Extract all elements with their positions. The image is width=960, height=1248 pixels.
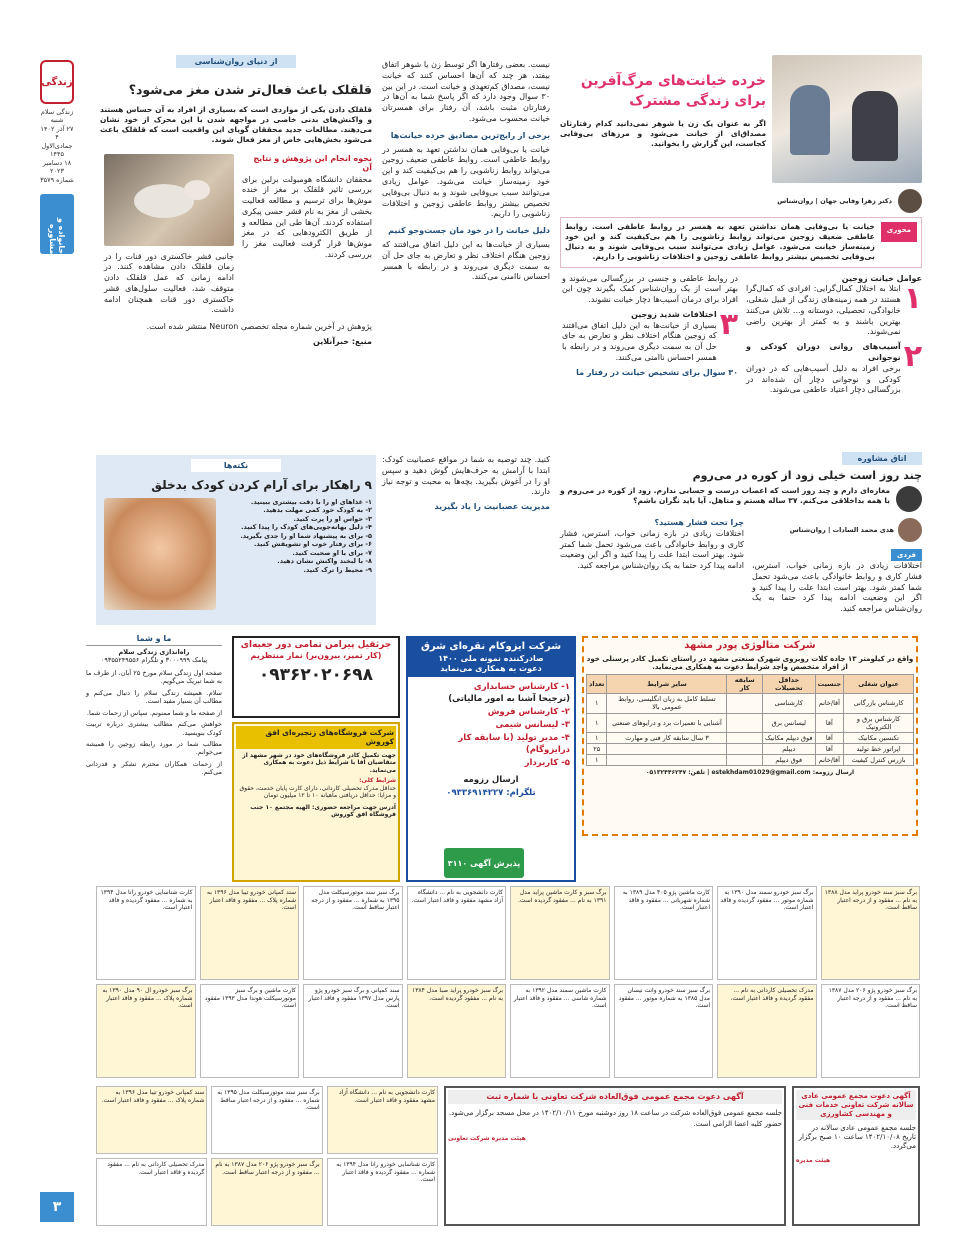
- subhead-c: ۳۰ سوال برای تشخیص خیانت در رفتار ما: [576, 367, 738, 377]
- classified-ad: کارت ماشین و برگ سبز موتورسیکلت هوندا مدل ۱۳۹۳ مفقود است.: [200, 984, 300, 1078]
- intro-text: خیانت یا بی‌وفایی همان نداشتن تعهد به همسر در روابط عاطفی است. روابط عاطفی ضعیف زوجین می‌تواند روابط زناشویی را هم بی‌کیفیت کند و این خود زمینه‌ساز خیانت می‌شود. عوامل زیادی می‌توانند سبب بی‌وفایی شوند و به دنبال بی‌وفایی تخصیص بیشتر روابط عاطفی زوجین و اختلافات زناشویی را داریم.: [565, 222, 875, 262]
- tips-story: [96, 455, 376, 625]
- column-header: سابقه کار: [727, 675, 762, 694]
- tips-list: [222, 498, 372, 610]
- main-story: [560, 55, 922, 445]
- classified-ad: برگ سبز سند خودرو وانت نیسان مدل ۱۳۸۵ به شماره موتور ... مفقود است.: [614, 984, 714, 1078]
- readers-messages: [86, 669, 222, 777]
- tip-item: ۶- برای رفتار خوب او تشویقش کنید.: [253, 540, 372, 549]
- point-2-title: آسیب‌های روانی دوران کودکی و نوجوانی: [746, 342, 901, 363]
- table-cell: [727, 713, 762, 732]
- point-2-number: ۲: [903, 339, 922, 375]
- classified-ad: کارت شناسایی خودرو رانا مدل ۱۳۹۴ به شماره ... مفقود گردیده و فاقد اعتبار است.: [327, 1158, 438, 1226]
- section-name: زندگی سلام: [40, 108, 74, 116]
- classified-ad: مدرک تحصیلی کاردانی به نام ... مفقود گردیده و فاقد اعتبار است.: [717, 984, 817, 1078]
- table-row: [587, 713, 914, 732]
- powder-jobs-table: [586, 674, 914, 766]
- engineer-sign: هیئت مدیره: [796, 1156, 831, 1164]
- table-cell: آقا: [815, 713, 844, 732]
- author: دکتر زهرا وفایی جهان | روان‌شناس: [777, 196, 892, 205]
- classified-ad: برگ سبز خودرو پژو ۲۰۶ مدل ۱۳۸۷ به نام ... مفقود و از درجه اعتبار ساقط است.: [821, 984, 921, 1078]
- engineer-assembly-ad: [792, 1086, 920, 1226]
- table-cell: آقا/خانم: [815, 694, 844, 713]
- table-cell: فوق دیپلم: [762, 755, 815, 766]
- table-cell: ۱: [587, 713, 607, 732]
- mid-text: نیست. بعضی رفتارها اگر توسط زن یا شوهر اتفاق بیفتد، هر چند که آن‌ها احساس کنند که خیانت نیست، مصداق کم‌تعهدی و خیانت است. در این بین ۳۰ سوال وجود دارد که اگر پاسخ شما به آن‌ها در رفتارتان مثبت باشد، آن رفتار برای همسرتان خیانت محسوب می‌شود.: [382, 60, 550, 123]
- table-cell: بازرس کنترل کیفیت: [844, 755, 914, 766]
- job-item: (ترجیحا آشنا به امور مالیاتی): [448, 694, 570, 705]
- masthead: [40, 60, 74, 290]
- reader-message: سلام. همیشه زندگی سلام را دنبال می‌کنم و مطالب آن بسیار مفید است.: [86, 688, 222, 706]
- classified-ad: برگ سبز خودرو پژو ۲۰۶ مدل ۱۳۸۷ به نام ... مفقود و از درجه اعتبار ساقط است.: [211, 1158, 322, 1226]
- job-item: ۱- کارشناس حسابداری: [473, 681, 570, 692]
- table-cell: آقا/خانم: [815, 755, 844, 766]
- date-fa: ۲۷ آذر ۱۴۰۲: [40, 124, 74, 133]
- table-cell: اپراتور خط تولید: [844, 743, 914, 754]
- reader-message: از زحمات همکاران محترم تشکر و قدردانی می‌کنم.: [86, 759, 222, 777]
- advisor: هدی محمد السادات | روان‌شناس: [789, 525, 894, 534]
- tips-headline: ۹ راهکار برای آرام کردن کودک بدخلق: [151, 478, 372, 492]
- classified-ad: سند کمپانی و برگ سبز خودرو پژو پارس مدل ۱۳۹۷ مفقود و فاقد اعتبار است.: [303, 984, 403, 1078]
- date-en: ۱۸ دسامبر ۲۰۲۳: [42, 158, 72, 176]
- body-3: پژوهش در آخرین شماره مجله تخصصی Neuron منتشر شده است.: [146, 322, 372, 332]
- tip-item: ۵- برای به پیشنهاد شما او را جدی بگیرید.: [240, 531, 372, 540]
- chain-body: جهت تکمیل کادر فروشگاه‌های خود در شهر مشهد از متقاضیان آقا با شرایط ذیل دعوت به همکاری می‌نماید.: [242, 751, 396, 774]
- engineer-body: جلسه مجمع عمومی عادی سالانه در تاریخ ۱۴۰۲/۱۰/۰۸ ساعت ۱۰ صبح برگزار می‌گردد.: [798, 1124, 916, 1150]
- answer: اختلافات زیادی در بازه زمانی خواب، استرس، فشار کاری و روابط خانوادگی باعث می‌شود تحمل شما کمتر شود. بهتر است ابتدا علت را پیدا کنید و اگر این وضعیت ادامه پیدا کرد حتما به یک روان‌شناس مراجعه کنید.: [752, 561, 922, 614]
- table-row: [587, 694, 914, 713]
- left-ads-column: [96, 1086, 438, 1226]
- tips-subhead: مدیریت عصبانیت را یاد بگیرید: [434, 502, 550, 512]
- classified-ad: کارت دانشجویی به نام ... دانشگاه آزاد مشهد مفقود و فاقد اعتبار است.: [407, 886, 507, 980]
- classified-ad: برگ سبز خودرو ال ۹۰ مدل ۱۳۹۰ به شماره پلاک ... مفقود و فاقد اعتبار است.: [96, 984, 196, 1078]
- readers-info: راه‌اندازی زندگی سلام: [118, 648, 190, 656]
- tip-item: ۳- حواس او را پرت کنید.: [293, 514, 372, 523]
- point-3-body: بسیاری از خیانت‌ها به این دلیل اتفاق می‌افتند که زوجین هنگام اختلاف نظر و تعارض به جای حل آن به سمت دیگری می‌روند و در رابطه با همسر احساس ناامنی می‌کنند.: [562, 320, 717, 363]
- table-cell: کارشناس برق و الکترونیک: [844, 713, 914, 732]
- chain-title: شرکت فروشگاه‌های زنجیره‌ای افق کوروش: [236, 726, 396, 749]
- question-avatar: [896, 486, 922, 512]
- joint-assembly-ad: [444, 1086, 786, 1226]
- classified-ad: کارت ماشین سمند مدل ۱۳۹۲ به شماره شاسی ... مفقود و فاقد اعتبار است.: [510, 984, 610, 1078]
- point-3-number: ۳: [719, 306, 738, 342]
- date-hijri: ۴ جمادی‌الاول ۱۴۴۵: [41, 133, 73, 159]
- table-row: [587, 732, 914, 743]
- table-cell: [607, 755, 727, 766]
- crane-title: جرثقیل پیرامن تمامی دور جعبه‌ای: [240, 640, 392, 650]
- reader-message: از صفحه ما و شما ممنونم. سپاس از زحمات شما.: [86, 708, 222, 717]
- chain-store-ad: [232, 722, 400, 882]
- chain-conditions-title: شرایط کلی:: [359, 777, 396, 785]
- classified-ad: برگ سبز سند خودرو پراید مدل ۱۳۸۸ به نام ... مفقود و از درجه اعتبار ساقط است.: [821, 886, 921, 980]
- point-1-body: ابتلا به اختلال کمال‌گرایی: افرادی که کمال‌گرا هستند در همه زمینه‌های زندگی از قبیل شغلی، خانوادگی، تحصیلی، دوستانه و... تلاش می‌کنند بهترین باشند و به کمتر از بهترین راضی نمی‌شوند.: [746, 284, 901, 337]
- table-cell: کارشناس بازرگانی: [844, 694, 914, 713]
- powder-contact: ارسال رزومه: estekhdam01029@gmail.com | تلفن: ۰۵۱۳۲۴۴۶۲۴۷: [645, 769, 855, 777]
- body-1: محققان دانشگاه هومبولت برلین برای بررسی تاثیر قلقلک بر مغز از خنده موش‌ها برای ترسیم و مطالعه فعالیت بخشی از مغز به نام قشر حسی پیکری استفاده کردند. آن‌ها طی این مطالعه و از طریق الکترودهایی که در مغز موش‌ها قرار گرفت فعالیت مغز را بررسی کردند.: [242, 174, 372, 260]
- silver-title: شرکت ایزوکام نقره‌ای شرق: [420, 641, 562, 652]
- main-story-continuation: [382, 60, 550, 445]
- classified-ad: کارت ماشین پژو ۴۰۵ مدل ۱۳۸۹ به شماره شهربانی ... مفقود و فاقد اعتبار است.: [614, 886, 714, 980]
- table-cell: ۲۵: [587, 743, 607, 754]
- classified-ad: برگ سبز خودرو سمند مدل ۱۳۹۰ به شماره موتور ... مفقود گردیده و فاقد اعتبار است.: [717, 886, 817, 980]
- table-cell: لیسانس برق: [762, 713, 815, 732]
- table-cell: ۱: [587, 732, 607, 743]
- table-cell: فوق دیپلم مکانیک: [762, 732, 815, 743]
- tip-item: ۸- با لبخند واکنش نشان دهید.: [277, 557, 372, 566]
- job-item: ۲- کارشناس فروش: [487, 707, 570, 717]
- classified-ad: سند کمپانی خودرو تیبا مدل ۱۳۹۶ به شماره پلاک ... مفقود و فاقد اعتبار است.: [96, 1086, 207, 1154]
- classified-ad: برگ سبز و کارت ماشین پراید مدل ۱۳۹۱ به نام ... مفقود گردیده است.: [510, 886, 610, 980]
- column-header: سایر شرایط: [607, 675, 727, 694]
- classified-ad: سند کمپانی خودرو تیبا مدل ۱۳۹۶ به شماره پلاک ... مفقود و فاقد اعتبار است.: [200, 886, 300, 980]
- page-number: ۳: [40, 1192, 74, 1222]
- point-1-title: عوامل خیانت زوجین: [841, 273, 922, 283]
- silver-subtitle: صادرکننده نمونه ملی ۱۴۰۰: [438, 653, 544, 663]
- joint-body: جلسه مجمع عمومی فوق‌العاده شرکت در ساعت ۱۸ روز دوشنبه مورخ ۱۴۰۲/۱۰/۱۱ در محل مسجد برگزار می‌شود. حضور کلیه اعضا الزامی است.: [448, 1109, 782, 1128]
- angry-child-photo: [104, 498, 216, 610]
- job-item: ۵- کاربردار: [524, 758, 570, 768]
- table-cell: [727, 694, 762, 713]
- intro-box: [560, 217, 922, 268]
- table-row: [587, 755, 914, 766]
- lead: قلقلک دادن یکی از مواردی است که بسیاری از افراد به آن حساس هستند و واکنش‌های بدنی خاصی در مواجهه شدن با این محرک از خود نشان می‌دهند. مطالعات جدید محققان گویای این واقعیت است که قلقلک باعث می‌شود بخش‌هایی خاص از مغز فعال شوند.: [100, 105, 372, 145]
- tip-item: ۱- غذاهای او را با دقت بیشتری ببینید.: [250, 498, 372, 506]
- advisor-avatar: [898, 518, 922, 542]
- logo: زندگی: [40, 60, 74, 104]
- joint-sign: هیئت مدیره شرکت تعاونی: [448, 1135, 526, 1142]
- point-3-title: اختلافات شدید زوجین: [631, 309, 717, 319]
- classified-ad: برگ سبز خودرو پراید صبا مدل ۱۳۸۴ به نام ... مفقود گردیده است.: [407, 984, 507, 1078]
- advice-tag: فردی: [891, 549, 922, 561]
- advice-subhead: چرا تحت فشار هستید؟: [654, 518, 744, 527]
- headline-line-1: خرده خیانت‌های مرگ‌آفرین: [580, 73, 766, 89]
- table-cell: [607, 743, 727, 754]
- tip-item: ۲- به کودک خود کمی مهلت بدهید.: [263, 506, 372, 515]
- classified-ad: کارت شناسایی خودرو رانا مدل ۱۳۹۴ به شماره ... مفقود گردیده و فاقد اعتبار است.: [96, 886, 196, 980]
- silver-ad: [406, 636, 576, 882]
- table-cell: تکنسین مکانیک: [844, 732, 914, 743]
- table-cell: دیپلم: [762, 743, 815, 754]
- silver-invite: دعوت به همکاری می‌نماید: [440, 663, 542, 673]
- table-cell: آقا: [815, 732, 844, 743]
- column-header: تعداد: [587, 675, 607, 694]
- classified-ad: برگ سبز سند موتورسیکلت مدل ۱۳۹۵ به شماره ... مفقود و از درجه اعتبار ساقط است.: [303, 886, 403, 980]
- table-cell: [727, 743, 762, 754]
- table-header-row: [587, 675, 914, 694]
- author-avatar: [898, 189, 922, 213]
- column-header: عنوان شغلی: [844, 675, 914, 694]
- side-tag: خانواده و مشاوره: [40, 194, 74, 254]
- advice-kicker: اتاق مشاوره: [842, 452, 922, 465]
- couple-photo: [772, 55, 922, 183]
- readers-contacts: پیامک ۳۰۰۰۹۹۹ و تلگرام ۰۹۳۵۵۲۴۹۵۵۶: [100, 656, 208, 665]
- subhead: نحوه انجام این پژوهش و نتایج آن: [253, 153, 372, 172]
- table-cell: کارشناسی: [762, 694, 815, 713]
- chain-conditions: حداقل مدرک تحصیلی کاردانی، دارای کارت پایان خدمت، حقوق و مزایا: حداقل دریافتی ماهیانه ۱۰ تا ۱۲ میلیون تومان: [239, 784, 396, 800]
- joint-title: آگهی دعوت مجمع عمومی فوق‌العاده شرکت تعاونی با شماره ثبت: [448, 1090, 782, 1104]
- table-cell: ۱: [587, 755, 607, 766]
- answer-cont: اختلافات زیادی در بازه زمانی خواب، استرس، فشار کاری و روابط خانوادگی باعث می‌شود تحمل شما کمتر شود. بهتر است ابتدا علت را پیدا کنید و اگر این وضعیت ادامه پیدا کرد حتما به یک روان‌شناس مراجعه کنید.: [560, 528, 744, 571]
- brain-story: [100, 55, 372, 445]
- table-cell: [727, 755, 762, 766]
- powder-intro: واقع در کیلومتر ۱۳ جاده کلات روبروی شهرک صنعتی مشهد در راستای تکمیل کادر پرسنلی خود از افراد متخصص واجد شرایط دعوت به همکاری می‌نماید.: [586, 654, 914, 672]
- question: مغازه‌ای دارم و چند روز است که اعصاب درست و حسابی ندارم. زود از کوره در می‌روم و با همه بداخلاقی می‌کنم. ۳۷ ساله هستم و متاهل. آیا باید نگران باشم؟: [560, 486, 890, 506]
- table-row: [587, 743, 914, 754]
- classified-ad: کارت دانشجویی به نام ... دانشگاه آزاد مشهد مفقود و فاقد اعتبار است.: [327, 1086, 438, 1154]
- reader-message: مطالب شما در مورد رابطه زوجین را همیشه می‌خوانم.: [86, 739, 222, 757]
- tip-item: ۹- محیط را ترک کنید.: [303, 565, 372, 574]
- day: شنبه: [50, 116, 64, 125]
- tip-item: ۴- دلیل بهانه‌جویی‌های کودک را پیدا کنید.: [241, 523, 372, 532]
- resume-label: ارسال رزومه: [463, 774, 519, 785]
- table-cell: آشنایی با تعمیرات برد و درایوهای صنعتی: [607, 713, 727, 732]
- point-1-number: ۱: [903, 281, 922, 317]
- section-kicker: از دنیای روان‌شناسی: [176, 55, 296, 68]
- intro-repeat: خیانت یا بی‌وفایی همان نداشتن تعهد به همسر در روابط عاطفی است. روابط عاطفی ضعیف زوجین می‌تواند روابط زناشویی را هم بی‌کیفیت کند و این خود زمینه‌ساز خیانت می‌شود. عوامل زیادی می‌توانند سبب بی‌وفایی شوند و به دنبال بی‌وفایی تخصیص بیشتر روابط عاطفی زوجین و اختلافات زناشویی را داریم.: [382, 144, 550, 219]
- powder-title: شرکت متالوژی پودر مشهد: [684, 640, 816, 651]
- tips-kicker: نکته‌ها: [191, 459, 281, 472]
- reader-message: خواهش می‌کنم مطالب بیشتری درباره تربیت کودک بنویسید.: [86, 720, 222, 737]
- intro-tag: محوری: [881, 222, 917, 242]
- column-header: جنسیت: [815, 675, 844, 694]
- table-cell: تسلط کامل به زبان انگلیسی، روابط عمومی بالا: [607, 694, 727, 713]
- tip-item: ۷- برای با او صحبت کنید.: [292, 548, 372, 557]
- table-cell: ۱: [587, 694, 607, 713]
- table-cell: ۳ سال سابقه کار فنی و مهارت: [607, 732, 727, 743]
- subhead-b: دلیل خیانت را در خود مان جست‌وجو کنیم: [388, 226, 550, 236]
- table-cell: [727, 732, 762, 743]
- rat-photo: [104, 154, 234, 246]
- table-cell: آقا: [815, 743, 844, 754]
- job-item: ۴- مدیر تولید (با سابقه کار درایزوگام): [458, 732, 570, 756]
- headline: قلقلک باعث فعال‌تر شدن مغز می‌شود؟: [128, 82, 372, 97]
- advice-story: [560, 452, 922, 624]
- powder-ad: [582, 636, 918, 836]
- crane-ad: [232, 636, 400, 718]
- ad-intake-box: پذیرش آگهی ۳۱۱۰: [444, 848, 524, 878]
- advice-headline: چند روز است خیلی زود از کوره در می‌روم: [692, 469, 922, 482]
- point-2-body: برخی افراد به دلیل آسیب‌هایی که در دوران کودکی و نوجوانی دچار آن شده‌اند در بزرگسالی دچار اعتیاد عاطفی می‌شوند.: [746, 363, 901, 395]
- subhead-a: برخی از رایج‌ترین مصادیق خرده خیانت‌ها: [390, 130, 550, 140]
- classified-ad: مدرک تحصیلی کاردانی به نام ... مفقود گردیده و فاقد اعتبار است.: [96, 1158, 207, 1226]
- engineer-title: آگهی دعوت مجمع عمومی عادی سالانه شرکت تعاونی خدمات فنی و مهندسی کشاورزی: [796, 1090, 916, 1120]
- issue-number: شماره ۳۵۷۹: [40, 175, 74, 184]
- tips-body: کنید. چند توصیه به شما در مواقع عصبانیت کودک: ابتدا با آرامش به حرف‌هایش گوش دهید و سپس او را در آغوش بگیرید. بچه‌ها به محبت و توجه نیاز دارند. مدیریت عصبانیت را یاد بگیرید: [382, 455, 550, 512]
- lead: اگر به عنوان یک زن یا شوهر نمی‌دانید کدام رفتارتان مصداق‌ای از خیانت می‌شود و مرزهای بی‌وفایی کجاست، این گزارش را بخوانید.: [560, 119, 766, 149]
- crane-subtitle: (کار تمیز، بیرون‌بر) نماز منتظریم: [250, 651, 382, 661]
- headline-line-2: برای زندگی مشترک: [629, 93, 766, 109]
- job-item: ۳- لیسانس شیمی: [495, 719, 570, 730]
- lost-documents-grid: [96, 886, 920, 1082]
- readers-kicker: ما و شما: [86, 632, 222, 646]
- body-2: جانبی قشر خاکستری دور قنات را در زمان قلقلک دادن مشاهده کنند. در ادامه زمانی که عمل قلقلک دادن متوقف شد، فعالیت سلول‌های قشر خاکستری دور قنات همچنان ادامه داشت.: [104, 251, 234, 315]
- crane-phone: ۰۹۳۶۲۰۲۰۶۹۸: [258, 665, 374, 686]
- telegram: تلگرام: ۰۹۳۳۶۹۱۴۲۲۷: [446, 787, 536, 798]
- col-right-text: در روابط عاطفی و جنسی در بزرگسالی می‌شوند و بهتر است از یک روان‌شناس کمک بگیرند چون این افراد برای درمان آسیب‌ها دچار خیانت نشوند.: [562, 273, 738, 305]
- reader-message: صفحه اول زندگی سلام مورخ ۲۵ آبان، از طرف ما به شما تبریک می‌گویم.: [86, 668, 222, 686]
- classified-ad: برگ سبز سند موتورسیکلت مدل ۱۳۹۵ به شماره ... مفقود و از درجه اعتبار ساقط است.: [211, 1086, 322, 1154]
- point3-repeat: بسیاری از خیانت‌ها به این دلیل اتفاق می‌افتند که زوجین هنگام اختلاف نظر و تعارض به جای حل آن به سمت دیگری می‌روند و در رابطه با همسر احساس ناامنی می‌کنند.: [382, 239, 550, 282]
- source: منبع: خبرآنلاین: [313, 337, 372, 347]
- chain-address: آدرس جهت مراجعه حضوری: الهیه مجتمع ۱۰ جنب فروشگاه افق کوروش: [250, 803, 396, 819]
- column-header: حداقل تحصیلات: [762, 675, 815, 694]
